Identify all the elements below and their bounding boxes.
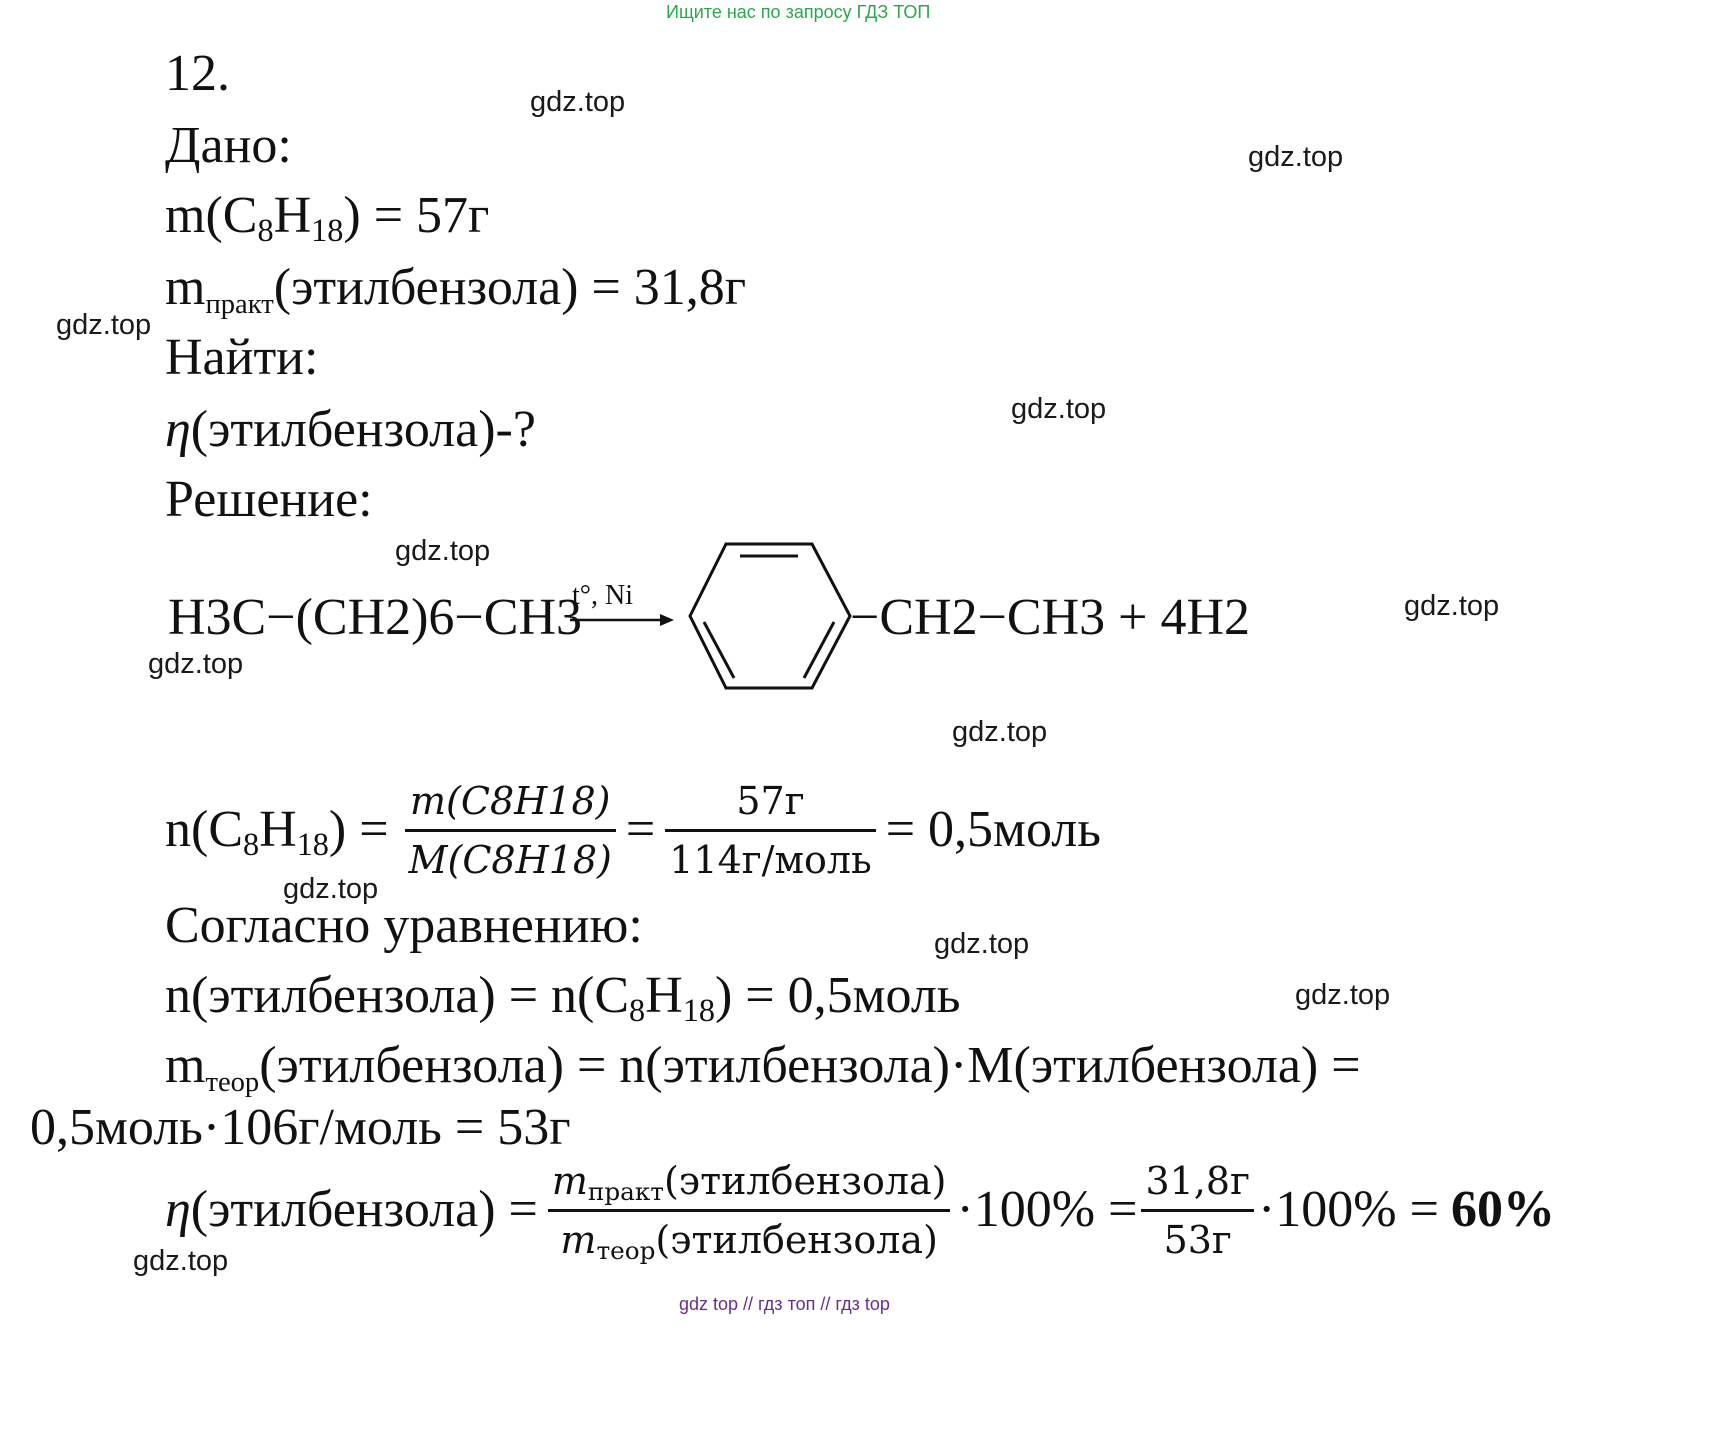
given-mass-octane: m(C8H18) = 57г: [165, 187, 490, 249]
yield-fraction: $\frac{\text{mпракт(этилбензола)}}{\text{mтеор(этилбензола)}}$: [548, 1159, 951, 1262]
theoretical-mass-line2: 0,5моль·106г/моль = 53г: [30, 1099, 571, 1156]
watermark: gdz.top: [530, 86, 626, 118]
watermark: gdz.top: [1295, 979, 1391, 1011]
given-heading: Дано:: [165, 117, 292, 174]
watermark: gdz.top: [934, 928, 1030, 960]
numeric-fraction: $\frac{57г}{\text{114г/моль}}$: [665, 779, 876, 882]
yield-answer: 60%: [1450, 1181, 1555, 1238]
moles-calculation: n(C8H18) = $\frac{m(C8H18)}{M(C8H18)}$ = $\frac{57г}{\text{114г/моль}}$ = 0,5моль: [165, 778, 1101, 882]
moles-ethylbenzene: n(этилбензола) = n(C8H18) = 0,5моль: [165, 967, 961, 1029]
benzene-ring: [688, 538, 853, 694]
watermark: gdz.top: [1404, 590, 1500, 622]
watermark: gdz.top: [1248, 141, 1344, 173]
reaction-condition: t°, Ni: [572, 580, 633, 611]
watermark: gdz.top: [283, 873, 379, 905]
theoretical-mass-line1: mтеор(этилбензола) = n(этилбензола)·M(этилбензола) =: [165, 1037, 1361, 1099]
yield-calculation: η(этилбензола) = $\frac{\text{mпракт(этилбензола)}}{\text{mтеор(этилбензола)}}$ ·100% = $\frac{31,8г}{53г}$ ·100% = 60%: [165, 1158, 1555, 1265]
reaction-reactant: H3C−(CH2)6−CH3: [168, 589, 582, 646]
according-heading: Согласно уравнению:: [165, 897, 643, 954]
yield-numeric-fraction: $\frac{31,8г}{53г}$: [1141, 1159, 1254, 1262]
find-heading: Найти:: [165, 329, 319, 386]
bottom-banner: gdz top // гдз топ // гдз top: [679, 1294, 890, 1314]
problem-number: 12.: [165, 45, 230, 102]
watermark: gdz.top: [395, 535, 491, 567]
find-yield: η(этилбензола)-?: [165, 401, 536, 458]
molar-fraction: $\frac{m(C8H18)}{M(C8H18)}$: [405, 779, 616, 882]
solution-heading: Решение:: [165, 471, 373, 528]
given-mass-practical: mпракт(этилбензола) = 31,8г: [165, 259, 747, 321]
watermark: gdz.top: [148, 648, 244, 680]
watermark: gdz.top: [1011, 393, 1107, 425]
reaction-product: −CH2−CH3 + 4H2: [850, 589, 1251, 646]
watermark: gdz.top: [952, 716, 1048, 748]
top-banner: Ищите нас по запросу ГДЗ ТОП: [666, 2, 931, 22]
watermark: gdz.top: [133, 1245, 229, 1277]
reaction-arrow: [568, 610, 678, 630]
watermark: gdz.top: [56, 309, 152, 341]
